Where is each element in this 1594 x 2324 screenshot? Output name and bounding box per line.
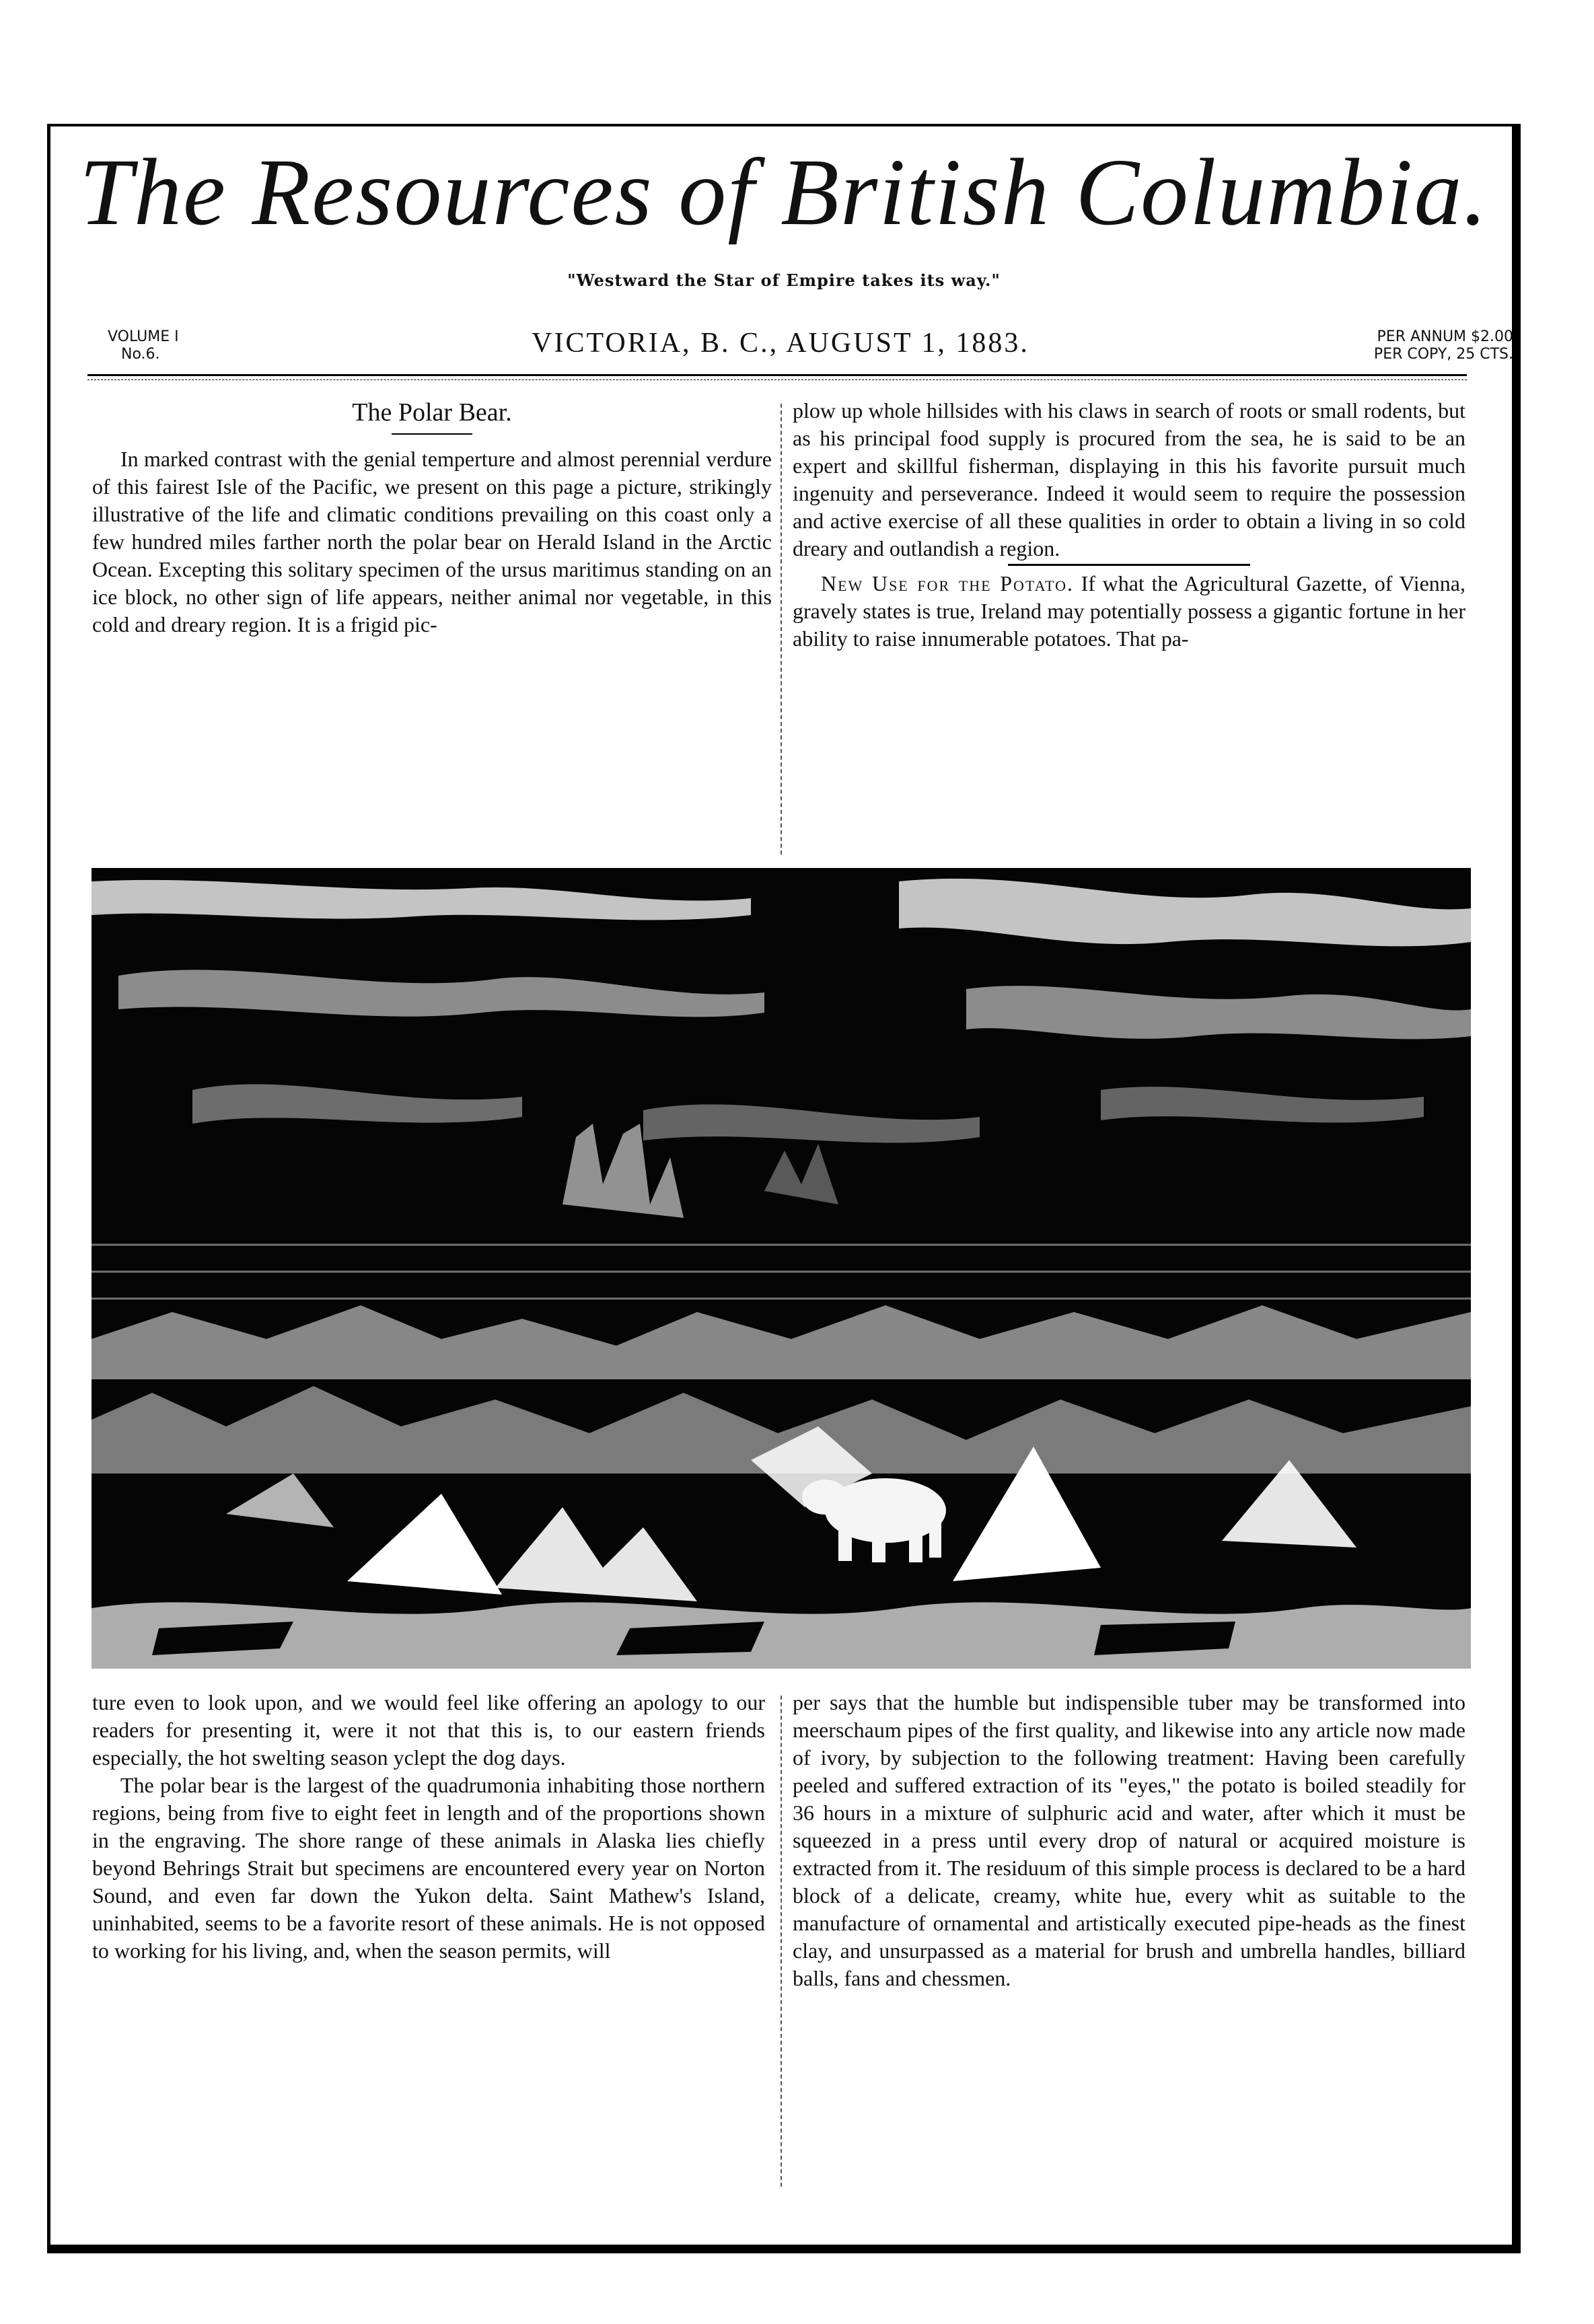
article-paragraph: ture even to look upon, and we would feel like offering an apology to our readers for presenting it, were it not that this is, to our eastern friends especially, the hot swelting season yclept the dog days. bbox=[92, 1690, 765, 1770]
price-per-annum: PER ANNUM $2.00 bbox=[1377, 328, 1513, 345]
article-potato-column-4 bbox=[793, 1689, 1465, 1992]
article-paragraph: per says that the humble but indispensible tuber may be transformed into meerschaum pipes of the first quality, and likewise into any article now made of ivory, by subjection to the following treatment: Having been carefully peeled and suffered extraction of its "eyes," the potato is boiled steadily for 36 hours in a mixture of sulphuric acid and water, after which it must be squeezed in a press until every drop of natural or acquired moisture is extracted from it. The residuum of this simple process is declared to be a hard block of a delicate, creamy, white hue, every whit as suitable to the manufacture of ornamental and artistically executed pipe-heads as the finest clay, and unsurpassed as a material for brush and umbrella handles, billiard balls, fans and chessmen. bbox=[793, 1690, 1465, 1990]
masthead-title: The Resources of British Columbia. bbox=[79, 139, 1489, 245]
price-info bbox=[1374, 328, 1513, 363]
issue-date: VICTORIA, B. C., AUGUST 1, 1883. bbox=[532, 328, 1029, 359]
volume-info bbox=[108, 328, 179, 363]
article-text-potato: If what the Agricultural Gazette, of Vienna, gravely states is true, Ireland may potentially possess a gigantic fortune in her ability to raise innumerable potatoes. That pa- bbox=[793, 571, 1466, 651]
header-rule-dashed bbox=[87, 379, 1467, 380]
price-per-copy: PER COPY, 25 CTS. bbox=[1373, 346, 1513, 363]
article-paragraph-potato bbox=[793, 570, 1465, 653]
article-lead-potato: New Use for the Potato. bbox=[821, 571, 1074, 595]
issue-number: No.6. bbox=[121, 346, 160, 363]
masthead-motto: "Westward the Star of Empire takes its way." bbox=[567, 270, 1001, 290]
headline-rule bbox=[392, 433, 472, 435]
article-paragraph: plow up whole hillsides with his claws in search of roots or small rodents, but as his principal food supply is procured from the sea, he is said to be an expert and skillful fisherman, displaying in this his favorite pursuit much ingenuity and perseverance. Indeed it would seem to require the possession and active exercise of all these qualities in order to obtain a living in so cold dreary and outlandish a region. bbox=[793, 398, 1465, 560]
article-headline: The Polar Bear. bbox=[352, 398, 512, 427]
article-polar-bear-column-3 bbox=[92, 1689, 765, 1965]
article-paragraph: The polar bear is the largest of the quadrumonia inhabiting those northern regions, being from five to eight feet in length and of the proportions shown in the engraving. The shore range of these animals in Alaska lies chiefly beyond Behrings Strait but specimens are encountered every year on Norton Sound, and even far down the Yukon delta. Saint Mathew's Island, uninhabited, seems to be a favorite resort of these animals. He is not opposed to working for his living, and, when the season permits, will bbox=[92, 1773, 765, 1963]
article-polar-bear-column-1 bbox=[92, 397, 772, 639]
article-separator-rule bbox=[1008, 564, 1250, 566]
article-column-2 bbox=[793, 397, 1465, 653]
article-paragraph: In marked contrast with the genial temperture and almost perennial verdure of this fairest Isle of the Pacific, we present on this page a picture, strikingly illustrative of the life and climatic conditions prevailing on this coast only a few hundred miles farther north the polar bear on Herald Island in the Arctic Ocean. Excepting this solitary specimen of the ursus maritimus standing on an ice block, no other sign of life appears, neither animal nor vegetable, in this cold and dreary region. It is a frigid pic- bbox=[92, 447, 772, 637]
volume-number: VOLUME I bbox=[108, 328, 179, 345]
column-divider bbox=[781, 404, 782, 855]
polar-bear-engraving-icon bbox=[92, 868, 1471, 1669]
column-divider bbox=[781, 1696, 782, 2187]
header-rule bbox=[87, 374, 1467, 376]
